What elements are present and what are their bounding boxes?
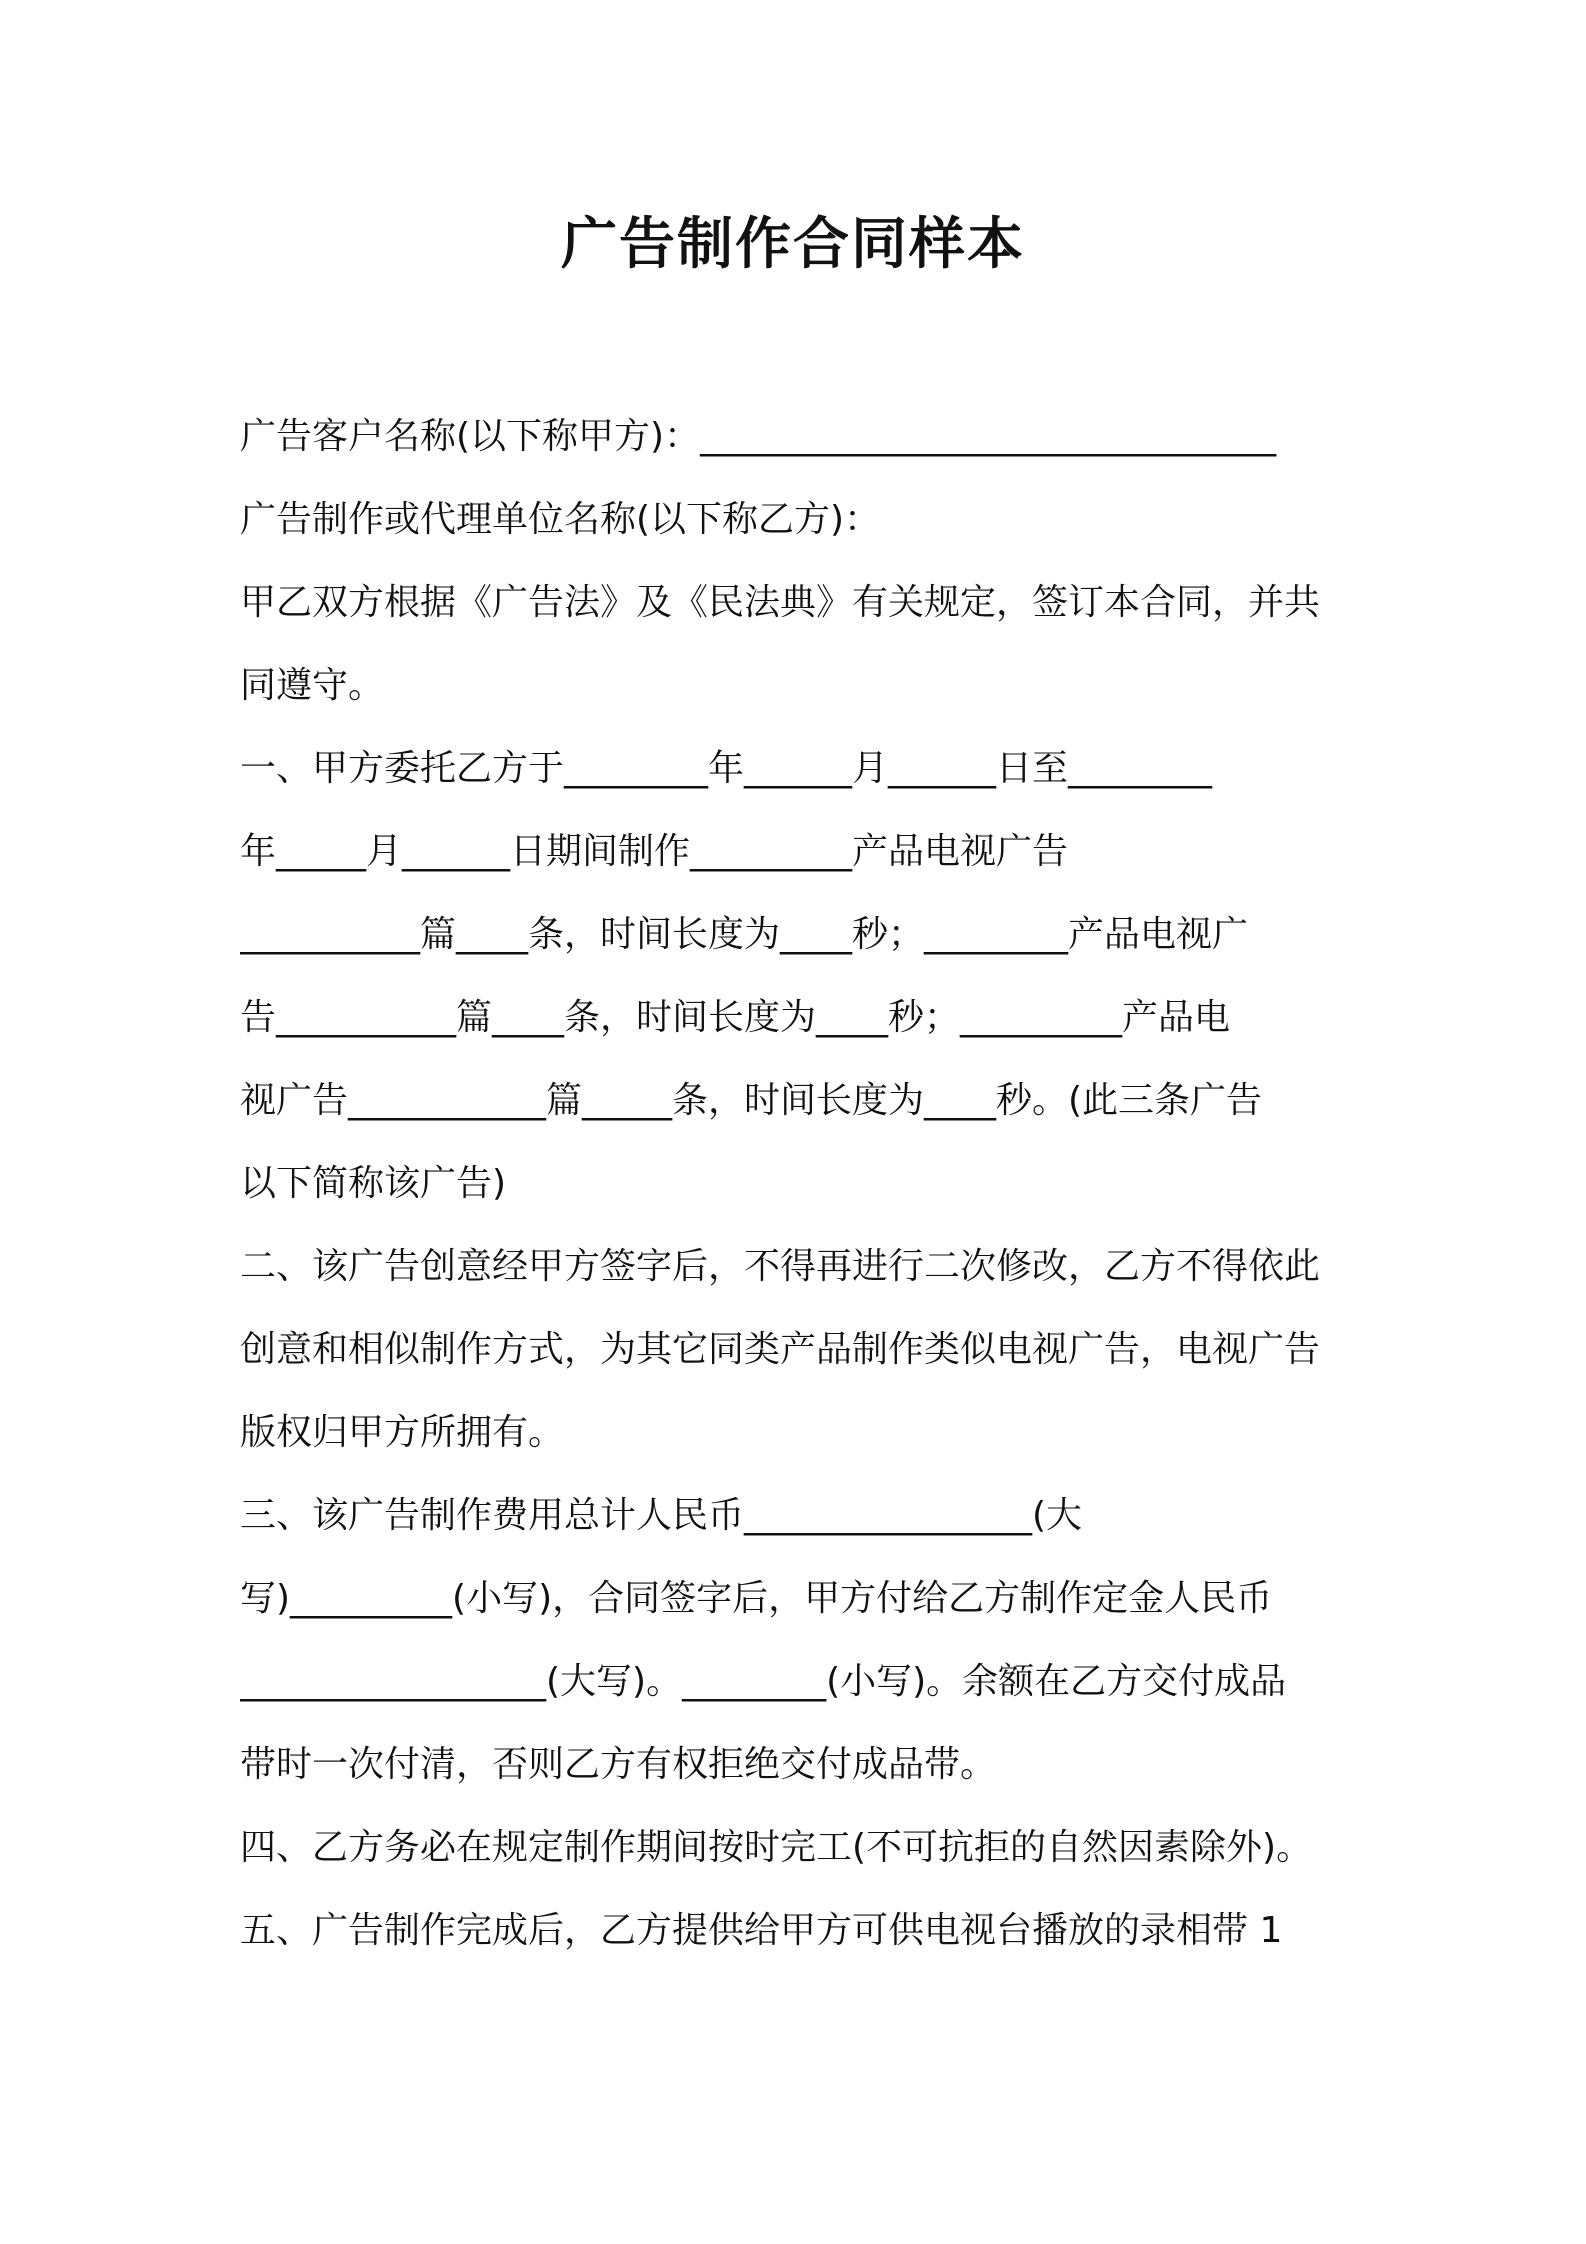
clause-3-line: _________________(大写)。________(小写)。余额在乙方交付成品 xyxy=(240,1661,1287,1702)
party-a-line: 广告客户名称(以下称甲方)：________________________________ xyxy=(240,416,1277,457)
preamble-line: 甲乙双方根据《广告法》及《民法典》有关规定，签订本合同，并共 xyxy=(240,582,1321,623)
preamble-line: 同遵守。 xyxy=(240,665,385,706)
document-title: 广告制作合同样本 xyxy=(561,212,1025,277)
clause-2-line: 版权归甲方所拥有。 xyxy=(240,1412,565,1453)
clause-2-line: 创意和相似制作方式，为其它同类产品制作类似电视广告，电视广告 xyxy=(240,1329,1321,1370)
clause-3-line: 带时一次付清，否则乙方有权拒绝交付成品带。 xyxy=(240,1744,997,1785)
contract-body xyxy=(240,395,1350,1972)
clause-1-line: 以下简称该广告) xyxy=(240,1163,507,1204)
clause-4-line: 四、乙方务必在规定制作期间按时完工(不可抗拒的自然因素除外)。 xyxy=(240,1827,1313,1868)
clause-1-line: 一、甲方委托乙方于________年______月______日至________ xyxy=(240,748,1213,789)
clause-3-line: 写)_________(小写)，合同签字后，甲方付给乙方制作定金人民币 xyxy=(240,1578,1273,1619)
clause-3-line: 三、该广告制作费用总计人民币________________(大 xyxy=(240,1495,1083,1536)
clause-1-line: __________篇____条，时间长度为____秒；________产品电视广 xyxy=(240,914,1249,955)
clause-1-line: 视广告___________篇_____条，时间长度为____秒。(此三条广告 xyxy=(240,1080,1263,1121)
clause-1-line: 告__________篇____条，时间长度为____秒；_________产品电 xyxy=(240,997,1231,1038)
clause-1-line: 年_____月______日期间制作_________产品电视广告 xyxy=(240,831,1069,872)
clause-5-line: 五、广告制作完成后，乙方提供给甲方可供电视台播放的录相带 1 xyxy=(240,1910,1283,1951)
party-b-line: 广告制作或代理单位名称(以下称乙方)： xyxy=(240,499,881,540)
clause-2-line: 二、该广告创意经甲方签字后，不得再进行二次修改，乙方不得依此 xyxy=(240,1246,1321,1287)
